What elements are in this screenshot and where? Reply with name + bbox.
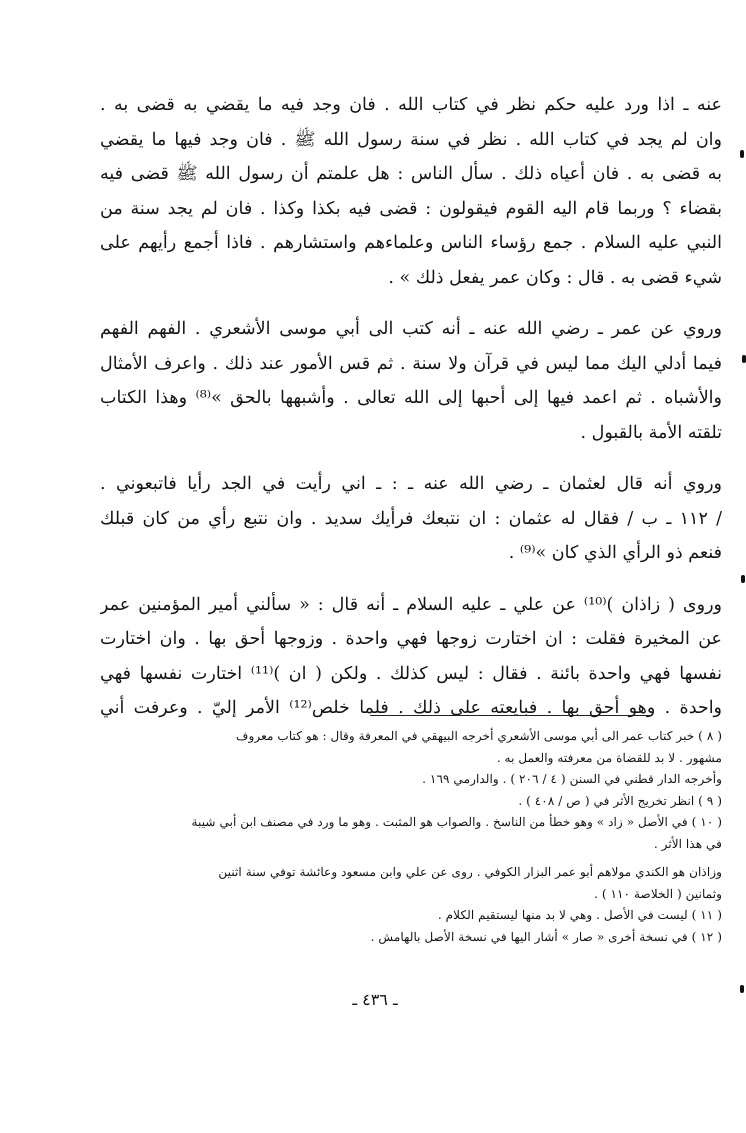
text-line: تلقته الأمة بالقبول . — [580, 422, 722, 443]
text-line: عنه ـ اذا ورد عليه حكم نظر في كتاب الله . فان وجد فيه ما يقضي به قضى به . — [100, 95, 722, 115]
paragraph-3 — [100, 467, 722, 571]
scan-mark — [742, 355, 746, 363]
paragraph-4 — [100, 588, 722, 726]
text-line: شيء قضى به . قال : وكان عمر يفعل ذلك » . — [388, 267, 722, 288]
text-line: به قضى به . فان أعياه ذلك . سأل الناس : هل علمتم أن رسول الله ﷺ قضى فيه — [100, 164, 722, 184]
text-line: بقضاء ؟ وربما قام اليه القوم فيقولون : قضى فيه بكذا وكذا . فان لم يجد سنة من — [100, 198, 722, 219]
footnote-line: ( ٩ ) انظر تخريج الأثر في ( ص / ٤٠٨ ) . — [518, 793, 722, 808]
footnote-line: ( ١١ ) ليست في الأصل . وهي لا بد منها ليستقيم الكلام . — [437, 908, 722, 922]
footnote-line: ( ٨ ) خبر كتاب عمر الى أبي موسى الأشعري أخرجه البيهقي في المعرفة وقال : هو كتاب معروف — [235, 729, 722, 743]
scan-mark — [741, 575, 745, 583]
text-line: وان لم يجد في كتاب الله . نظر في سنة رسول الله ﷺ . فان وجد فيها ما يقضي — [100, 129, 722, 150]
text-line: / ١١٢ ـ ب / فقال له عثمان : ان نتبعك فرأيك سديد . وان نتبع رأي من كان قبلك — [100, 508, 722, 529]
footnote-line: وزاذان هو الكندي مولاهم أبو عمر البزار الكوفي . روى عن علي وابن مسعود وعائشة توفي سنة اثنين — [218, 865, 722, 879]
paragraph-1 — [100, 88, 722, 295]
text-line: وروي أنه قال لعثمان ـ رضي الله عنه ـ : ـ اني رأيت في الجد رأيا فاتبعوني . — [100, 474, 722, 494]
text-line: النبي عليه السلام . جمع رؤساء الناس وعلماءهم واستشارهم . فاذا أجمع رأيهم على — [100, 233, 722, 253]
main-text — [100, 88, 722, 743]
scan-mark — [740, 985, 744, 993]
page-number: ـ ٤٣٦ ـ — [352, 990, 398, 1009]
text-line: فنعم ذو الرأي الذي كان »⁽⁹⁾ . — [508, 543, 722, 563]
text-line: وروى ( زاذان )⁽¹⁰⁾ عن علي ـ عليه السلام ـ أنه قال : « سألني أمير المؤمنين عمر — [100, 594, 722, 615]
footnote-divider — [370, 715, 651, 716]
text-line: فيما أدلي اليك مما ليس في قرآن ولا سنة . ثم قس الأمور عند ذلك . واعرف الأمثال — [100, 353, 722, 374]
footnote-line: وأخرجه الدار قطني في السنن ( ٤ / ٢٠٦ ) . والدارمي ١٦٩ . — [422, 772, 722, 786]
text-line: نفسها فهي واحدة بائنة . فقال : ليس كذلك . ولكن ( ان )⁽¹¹⁾ اختارت نفسها فهي — [100, 663, 722, 684]
footnotes — [100, 726, 722, 948]
scan-mark — [740, 150, 744, 158]
text-line: والأشباه . ثم اعمد فيها إلى أحبها إلى الله تعالى . وأشبهها بالحق »⁽⁸⁾ وهذا الكتاب — [100, 388, 722, 408]
footnote-line: ( ١٢ ) في نسخة أخرى « صار » أشار اليها في نسخة الأصل بالهامش . — [370, 929, 722, 944]
footnote-line: وثمانين ( الخلاصة ١١٠ ) . — [594, 886, 722, 901]
text-line: عن المخيرة فقلت : ان اختارت زوجها فهي واحدة . وزوجها أحق بها . وان اختارت — [100, 629, 722, 649]
paragraph-2 — [100, 312, 722, 450]
footnote-line: في هذا الأثر . — [653, 836, 722, 851]
text-line: وروي عن عمر ـ رضي الله عنه ـ أنه كتب الى أبي موسى الأشعري . الفهم الفهم — [100, 319, 722, 339]
text-line: واحدة . وهو أحق بها . فبايعته على ذلك . فلما خلص⁽¹²⁾ الأمر إليّ . وعرفت أني — [100, 698, 722, 718]
footnote-line: مشهور . لا بد للقضاة من معرفته والعمل به . — [496, 750, 722, 765]
footnote-line: ( ١٠ ) في الأصل « زاد » وهو خطأ من الناسخ . والصواب هو المثبت . وهو ما ورد في مصنف ابن أبي شيبة — [191, 815, 722, 829]
